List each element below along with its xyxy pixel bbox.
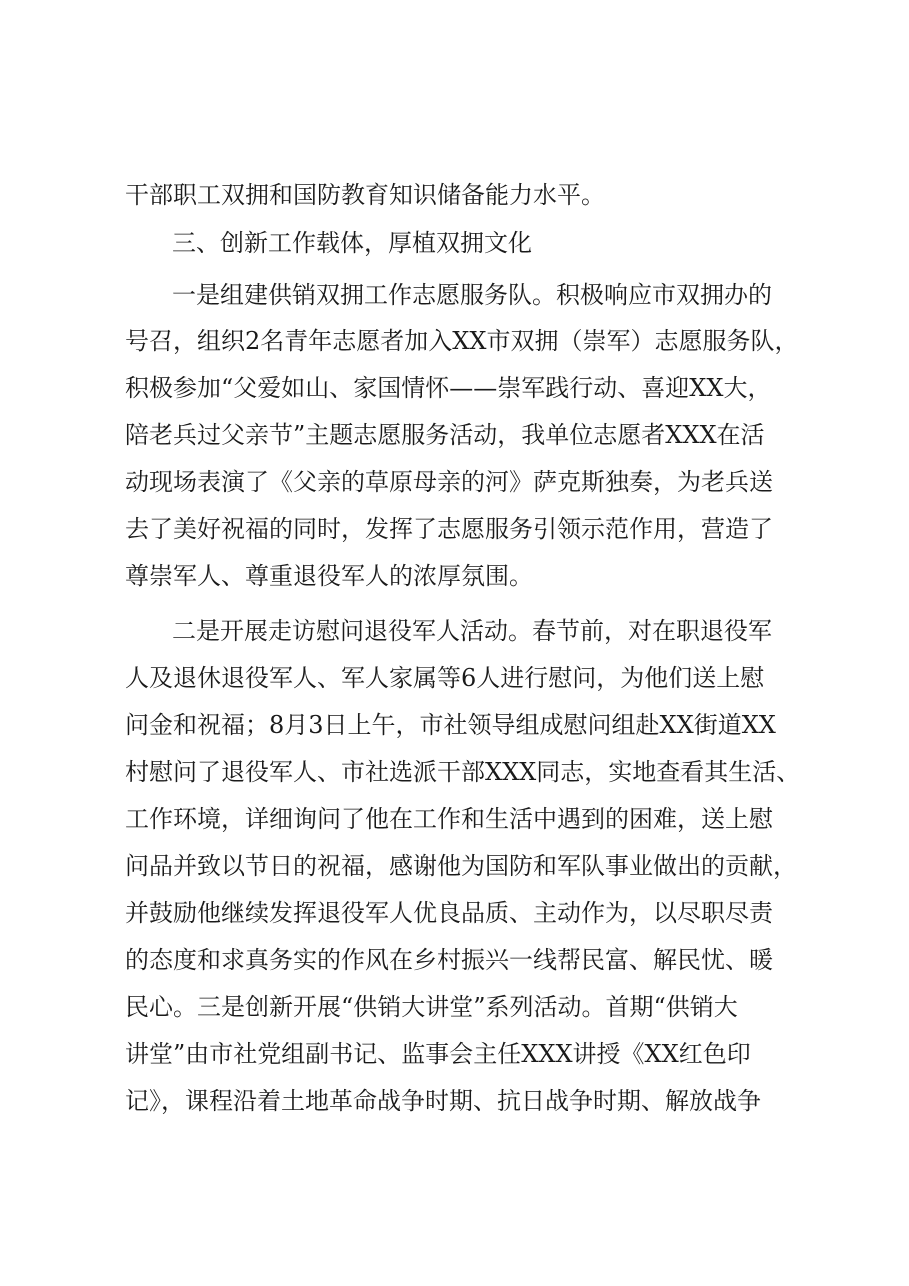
paragraph-start-line: 一是组建供销双拥工作志愿服务队。积极响应市双拥办的 xyxy=(172,281,772,309)
text-line: 积极参加“父爱如山、家国情怀——崇军践行动、喜迎XX大， xyxy=(125,374,772,402)
text-line: 工作环境，详细询问了他在工作和生活中遇到的困难，送上慰 xyxy=(125,805,773,833)
text-line: 记》，课程沿着土地革命战争时期、抗日战争时期、解放战争 xyxy=(125,1087,761,1115)
section-heading: 三、创新工作载体，厚植双拥文化 xyxy=(172,229,532,257)
text-line: 问品并致以节日的祝福，感谢他为国防和军队事业做出的贡献， xyxy=(125,852,797,880)
text-line: 去了美好祝福的同时，发挥了志愿服务引领示范作用，营造了 xyxy=(125,515,773,543)
text-line: 的态度和求真务实的作风在乡村振兴一线帮民富、解民忧、暖 xyxy=(125,946,773,974)
text-line: 尊崇军人、尊重退役军人的浓厚氛围。 xyxy=(125,562,533,590)
text-line: 人及退休退役军人、军人家属等6人进行慰问，为他们送上慰 xyxy=(125,664,765,692)
text-line: 陪老兵过父亲节”主题志愿服务活动，我单位志愿者XXX在活 xyxy=(125,421,765,449)
text-line: 干部职工双拥和国防教育知识储备能力水平。 xyxy=(125,181,605,209)
text-line: 动现场表演了《父亲的草原母亲的河》萨克斯独奏，为老兵送 xyxy=(125,468,773,496)
text-line: 号召，组织2名青年志愿者加入XX市双拥（崇军）志愿服务队， xyxy=(125,327,799,355)
paragraph-start-line: 二是开展走访慰问退役军人活动。春节前，对在职退役军 xyxy=(172,617,772,645)
text-line: 讲堂”由市社党组副书记、监事会主任XXX讲授《XX红色印 xyxy=(125,1040,751,1068)
text-line: 问金和祝福；8月3日上午，市社领导组成慰问组赴XX街道XX xyxy=(125,711,776,739)
text-line: 民心。三是创新开展“供销大讲堂”系列活动。首期“供销大 xyxy=(125,993,738,1021)
text-line: 村慰问了退役军人、市社选派干部XXX同志，实地查看其生活、 xyxy=(125,758,801,786)
text-line: 并鼓励他继续发挥退役军人优良品质、主动作为，以尽职尽责 xyxy=(125,899,773,927)
